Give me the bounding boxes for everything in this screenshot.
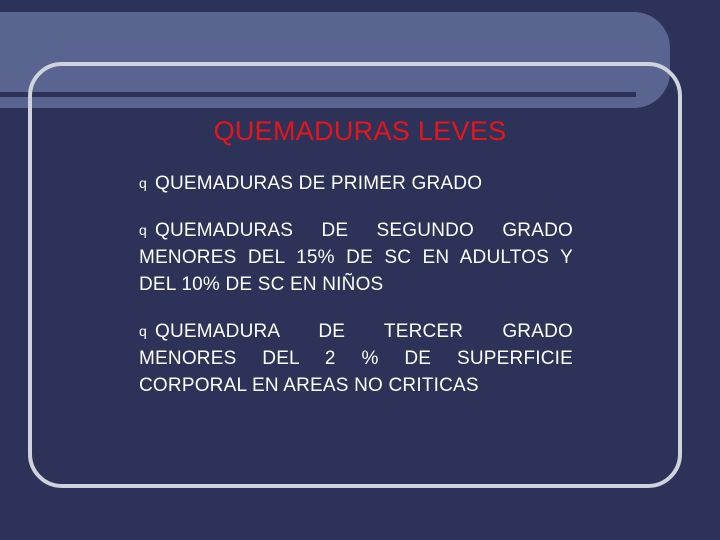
bullet-marker-icon: q bbox=[139, 323, 147, 339]
bullet-marker-icon: q bbox=[139, 222, 147, 238]
bullet-item bbox=[139, 170, 573, 197]
bullet-item bbox=[139, 217, 573, 298]
bullet-text: QUEMADURAS DE SEGUNDO GRADO MENORES DEL 15% DE SC EN ADULTOS Y DEL 10% DE SC EN NIÑOS bbox=[139, 220, 573, 295]
bullet-text: QUEMADURA DE TERCER GRADO MENORES DEL 2 % DE SUPERFICIE CORPORAL EN AREAS NO CRITICAS bbox=[139, 321, 573, 396]
slide-title: QUEMADURAS LEVES bbox=[213, 116, 507, 146]
bullet-text: QUEMADURAS DE PRIMER GRADO bbox=[155, 173, 483, 194]
bullet-marker-icon: q bbox=[139, 175, 147, 191]
bullet-item bbox=[139, 318, 573, 399]
bullet-list bbox=[139, 170, 573, 419]
